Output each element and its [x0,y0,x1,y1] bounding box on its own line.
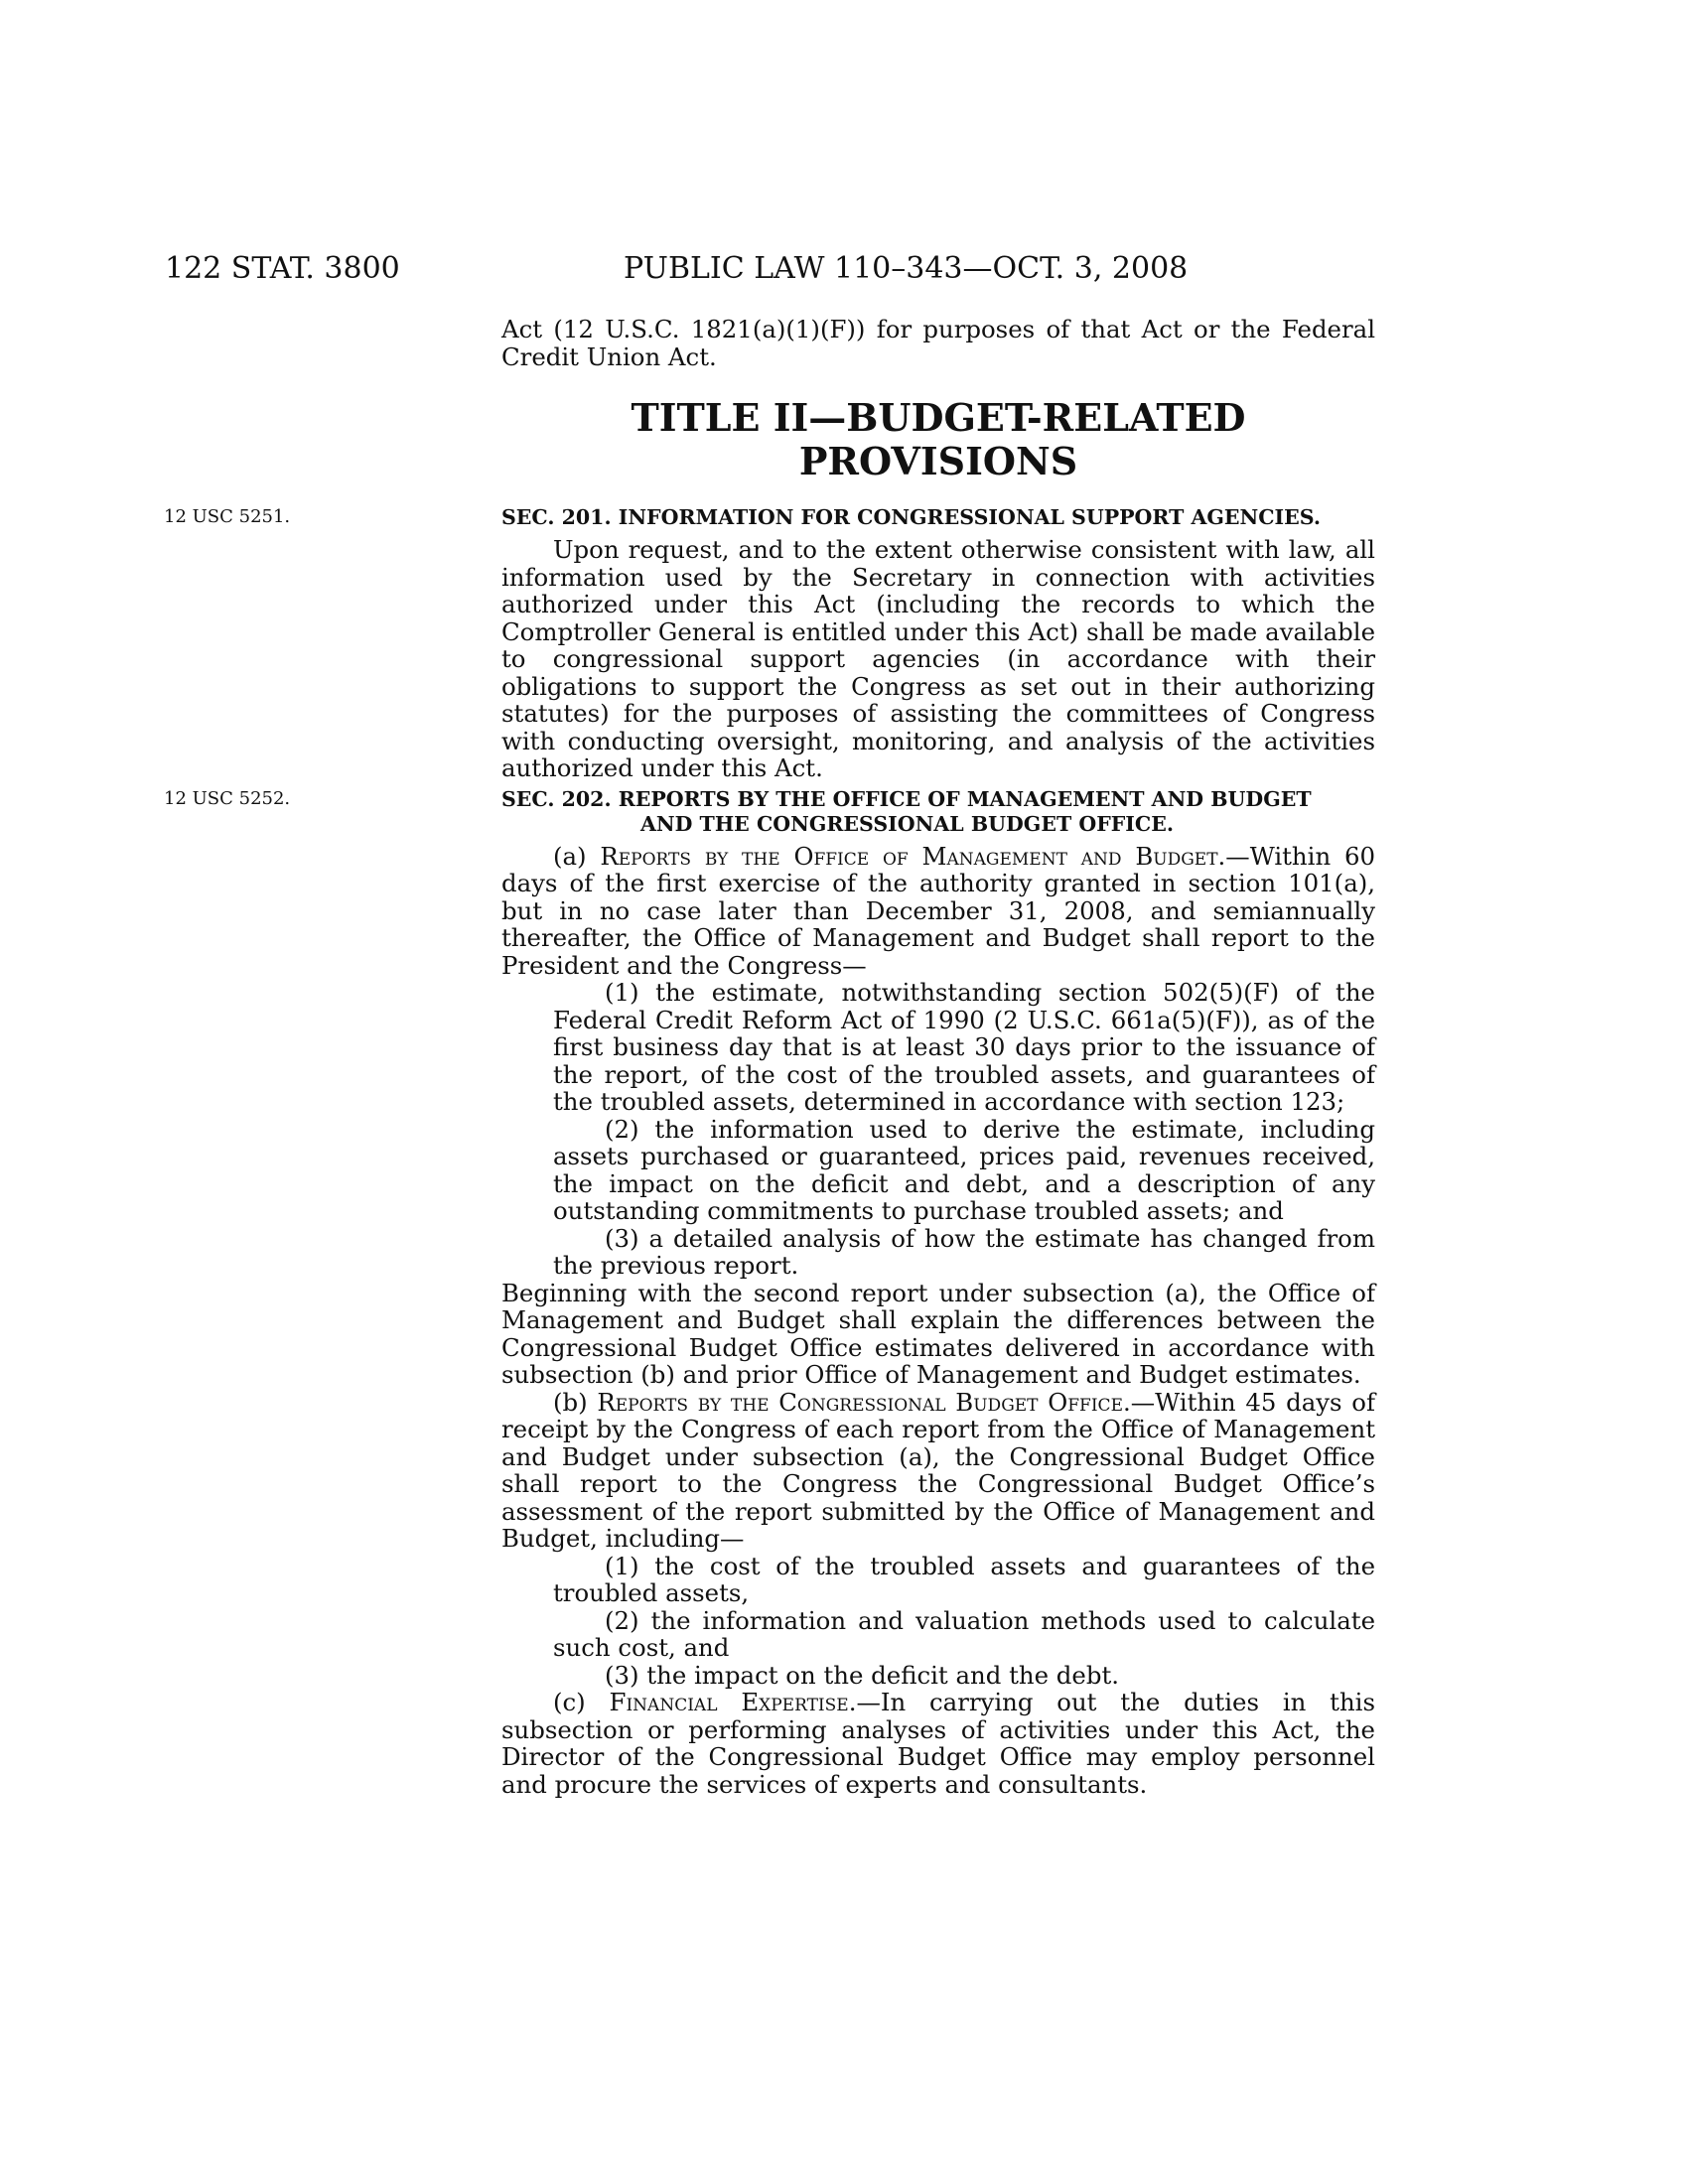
subsection-b [501,1389,1375,1553]
subsection-a [501,843,1375,980]
subsection-b-item-3: (3) the impact on the deficit and the debt. [605,1660,1120,1690]
margin-note-5251: 12 USC 5251. [164,506,291,527]
section-201-paragraph: Upon request, and to the extent otherwise consistent with law, all information used by the Secretary in connection with activities authorized under this Act (including the records to which the Comptroller General is entitled under this Act) shall be made available to congressional support agencies (in accordance with their obligations to support the Congress as set out in their authorizing statutes) for the purposes of assisting the committees of Congress with conducting oversight, monitoring, and analysis of the activities authorized under this Act. [501,535,1375,782]
subsection-a-caption: Reports by the Office of Management and Budget. [600,841,1226,871]
section-201-heading [164,505,1375,530]
subsection-b-caption: Reports by the Congressional Budget Office. [597,1387,1131,1417]
subsection-b-label: (b) [553,1387,598,1417]
title-heading [501,396,1375,483]
section-202-heading-line-1: SEC. 202. REPORTS BY THE OFFICE OF MANAGEMENT AND BUDGET [501,786,1312,811]
subsection-a-item-2: (2) the information used to derive the estimate, including assets purchased or guaranteed, prices paid, revenues received, the impact on the deficit and debt, and a description of any outstanding commitments to purchase troubled assets; and [553,1114,1375,1225]
subsection-c [501,1689,1375,1798]
subsection-c-caption: Financial Expertise. [609,1688,857,1716]
section-202-heading-line-2: AND THE CONGRESSIONAL BUDGET OFFICE. [640,811,1174,836]
carryover-paragraph: Act (12 U.S.C. 1821(a)(1)(F)) for purposes of that Act or the Federal Credit Union Act. [501,315,1375,371]
subsection-a-text: —Within 60 days of the first exercise of the authority granted in section 101(a), but in no case later than December 31, 2008, and semiannually thereafter, the Office of Management and Budget shall report to the President and the Congress— [501,841,1375,980]
section-202-heading [164,786,1375,837]
title-line-1: TITLE II—BUDGET-RELATED [631,395,1246,440]
subsection-a-flush-paragraph: Beginning with the second report under subsection (a), the Office of Management and Budget shall explain the differences between the Congressional Budget Office estimates delivered in accordance with subsection (b) and prior Office of Management and Budget estimates. [501,1278,1375,1389]
page-body [164,315,1375,1799]
subsection-b-item-1: (1) the cost of the troubled assets and guarantees of the troubled assets, [553,1551,1375,1607]
public-law-citation: PUBLIC LAW 110–343—OCT. 3, 2008 [624,251,1189,286]
subsection-b-item-2: (2) the information and valuation methods used to calculate such cost, and [553,1605,1375,1662]
subsection-b-text: —Within 45 days of receipt by the Congress of each report from the Office of Management and Budget under subsection (a), the Congressional Budget Office shall report to the Congress the Congressional Budget Office’s assessment of the report submitted by the Office of Management and Budget, including— [501,1387,1375,1553]
subsection-a-item-3: (3) a detailed analysis of how the estimate has changed from the previous report. [553,1223,1375,1280]
statute-page-number: 122 STAT. 3800 [165,251,400,286]
subsection-a-item-1: (1) the estimate, notwithstanding section 502(5)(F) of the Federal Credit Reform Act of 1990 (2 U.S.C. 661a(5)(F)), as of the first business day that is at least 30 days prior to the issuance of the report, of the cost of the troubled assets, and guarantees of the troubled assets, determined in accordance with section 123; [553,978,1375,1116]
section-201-heading-text: SEC. 201. INFORMATION FOR CONGRESSIONAL SUPPORT AGENCIES. [501,505,1321,529]
subsection-c-text: —In carrying out the duties in this subsection or performing analyses of activities under this Act, the Director of the Congressional Budget Office may employ personnel and procure the services of experts and consultants. [501,1688,1375,1799]
subsection-c-label: (c) [553,1688,610,1716]
margin-note-5252: 12 USC 5252. [164,787,291,809]
title-line-2: PROVISIONS [798,439,1078,483]
subsection-a-label: (a) [553,841,601,871]
